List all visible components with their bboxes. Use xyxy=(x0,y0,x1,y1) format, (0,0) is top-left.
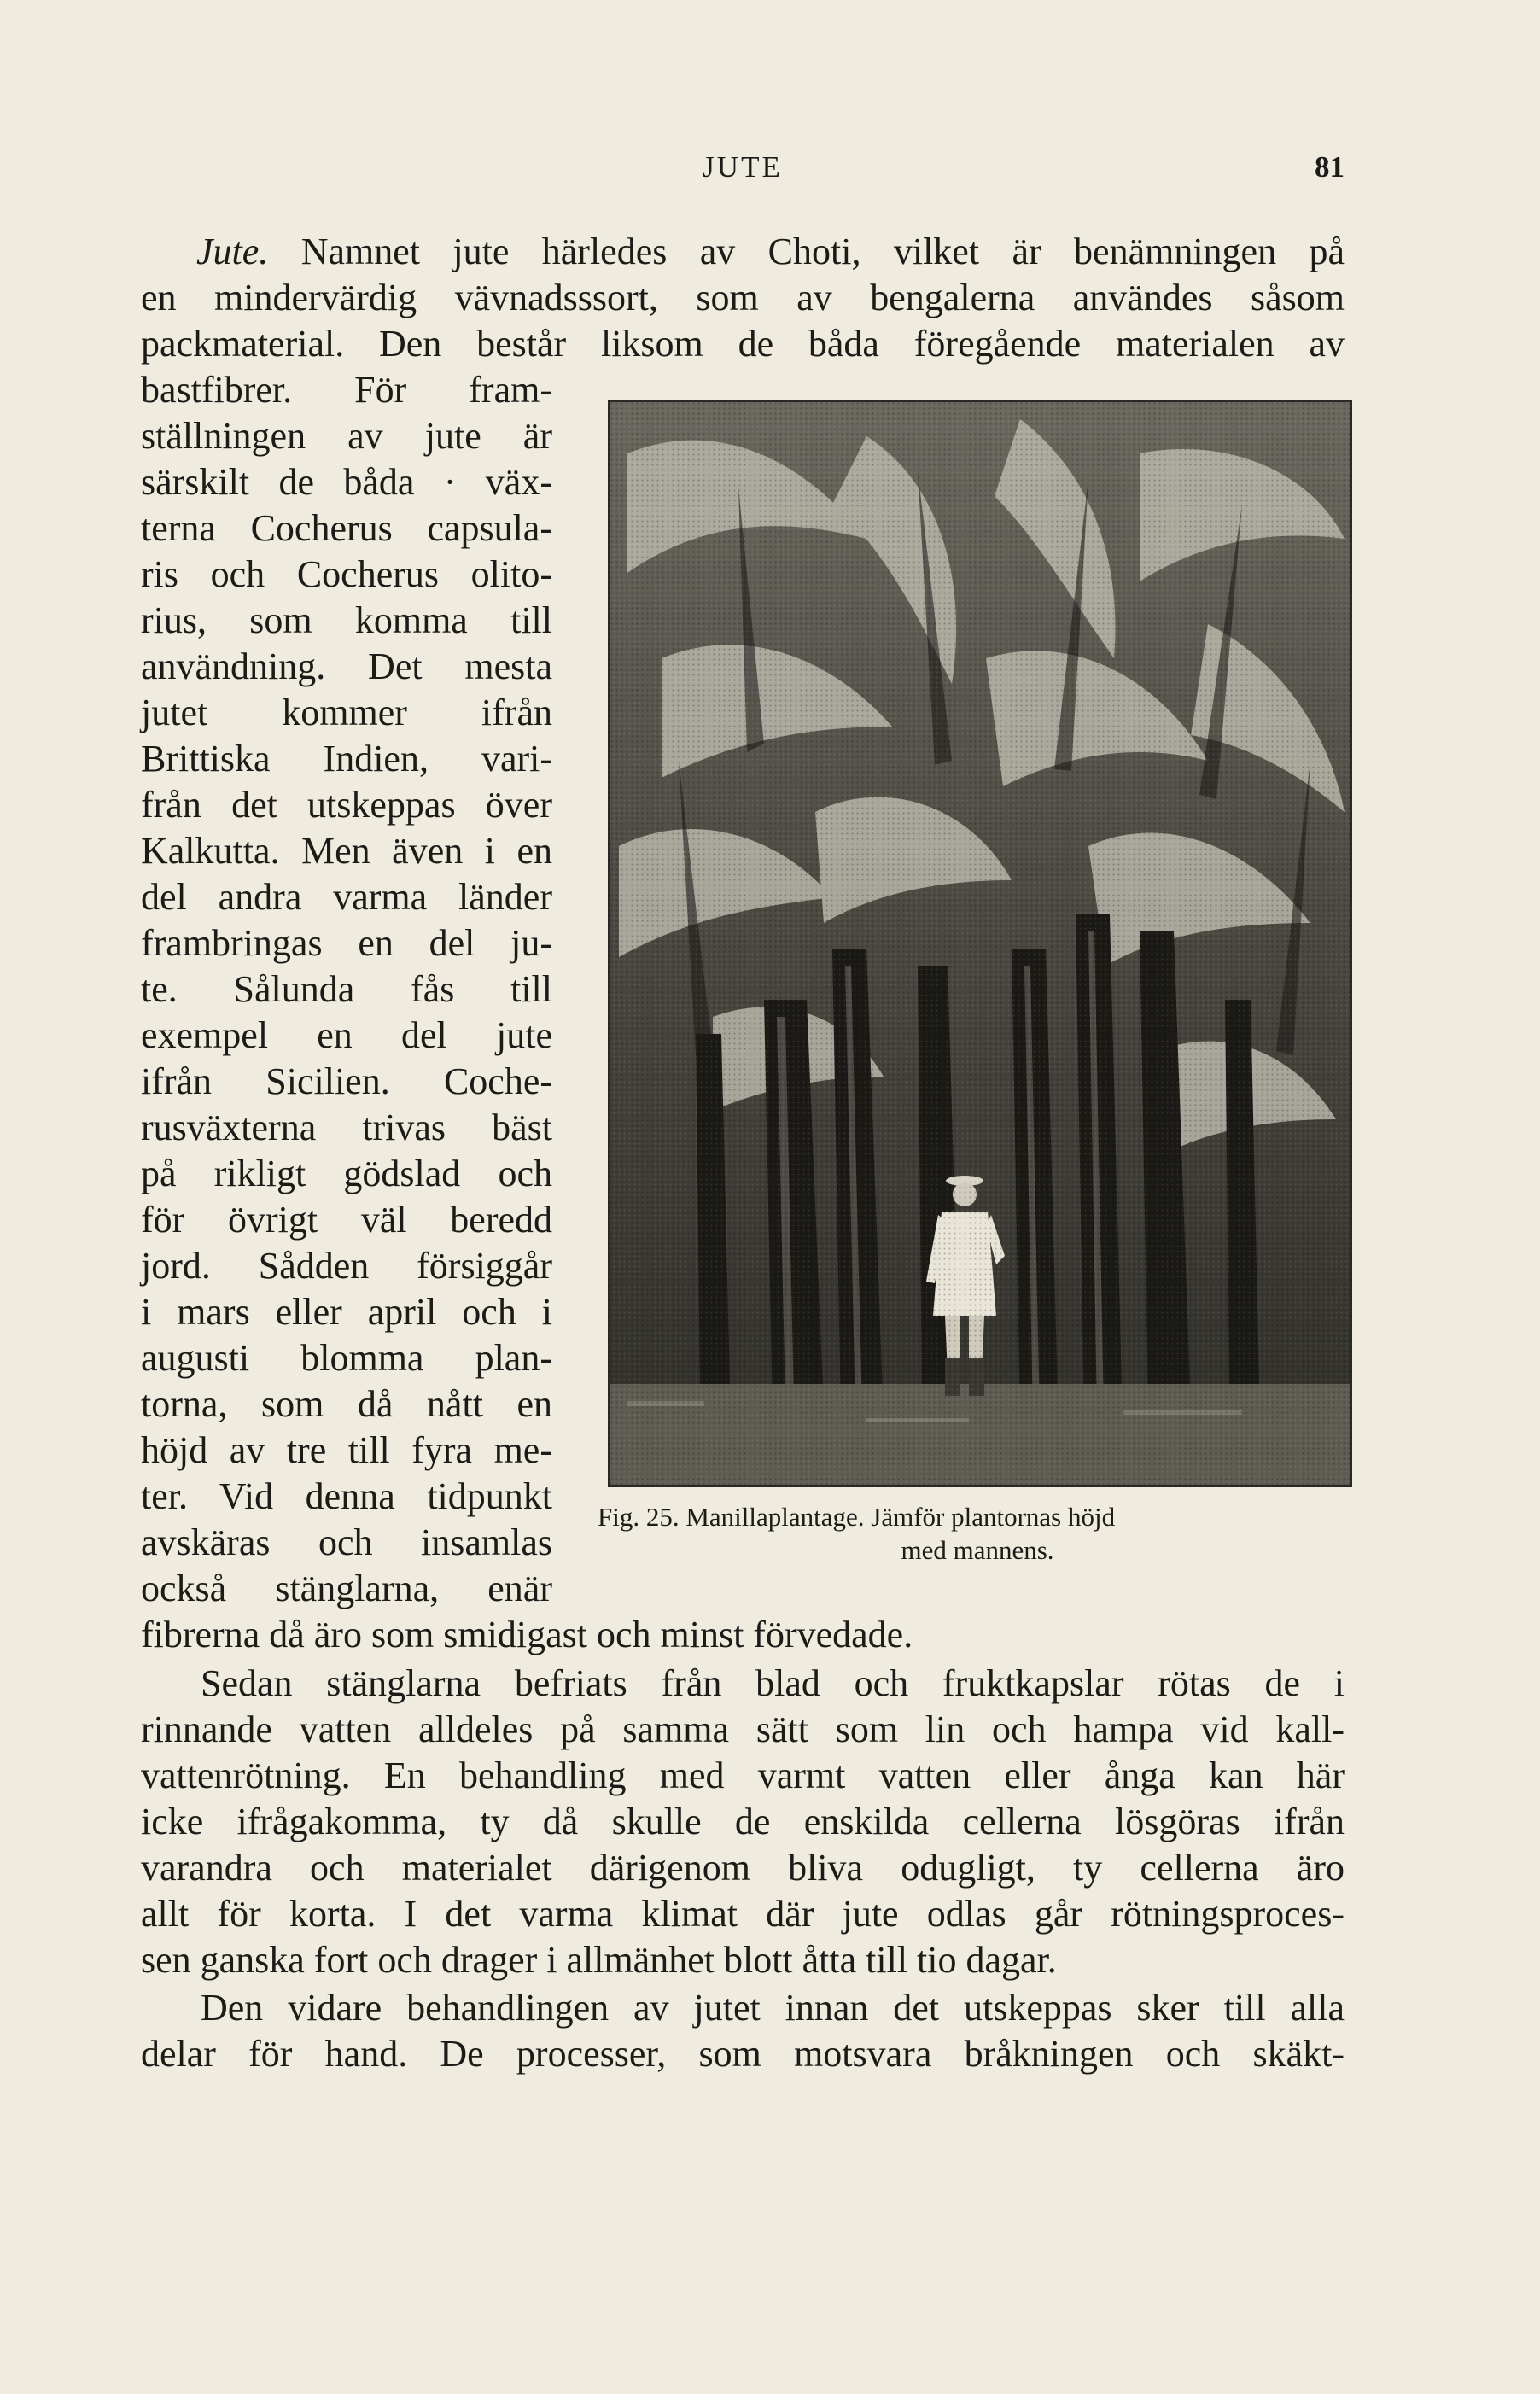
text-line: Jute. Namnet jute härledes av Choti, vilket är benämningen på xyxy=(196,231,1345,272)
text-line: jutet kommer ifrån xyxy=(141,692,552,733)
text-line: rusväxterna trivas bäst xyxy=(141,1106,552,1148)
text-line: särskilt de båda · väx- xyxy=(141,461,552,503)
run-in-heading: Jute. xyxy=(196,231,269,272)
text-line: allt för korta. I det varma klimat där jute odlas går rötningsproces- xyxy=(141,1893,1345,1935)
caption-line: Fig. 25. Manillaplantage. Jämför plantornas höjd xyxy=(598,1502,1116,1532)
text-line: delar för hand. De processer, som motsvara bråkningen och skäkt- xyxy=(141,2033,1345,2075)
text-line: fibrerna då äro som smidigast och minst förvedade. xyxy=(141,1614,913,1655)
text-line: höjd av tre till fyra me- xyxy=(141,1429,552,1471)
running-head xyxy=(141,145,1345,188)
text-line: te. Sålunda fås till xyxy=(141,968,552,1010)
text-line: vattenrötning. En behandling med varmt vatten eller ånga kan här xyxy=(141,1755,1345,1796)
text-line: terna Cocherus capsula- xyxy=(141,507,552,549)
figure-caption xyxy=(598,1500,1357,1567)
text-line: Den vidare behandlingen av jutet innan det utskeppas sker till alla xyxy=(201,1987,1345,2029)
text-line: bastfibrer. För fram- xyxy=(141,369,552,411)
caption-line: med mannens. xyxy=(901,1535,1054,1565)
text-line: i mars eller april och i xyxy=(141,1291,552,1333)
text-line: torna, som då nått en xyxy=(141,1383,552,1425)
plantation-photo xyxy=(608,400,1352,1487)
text-line: varandra och materialet därigenom bliva odugligt, ty cellerna äro xyxy=(141,1847,1345,1889)
text-line: på rikligt gödslad och xyxy=(141,1153,552,1194)
text-line: ifrån Sicilien. Coche- xyxy=(141,1060,552,1102)
text-line: del andra varma länder xyxy=(141,876,552,918)
text-line: exempel en del jute xyxy=(141,1014,552,1056)
text-line: från det utskeppas över xyxy=(141,784,552,826)
running-title: JUTE xyxy=(703,150,783,184)
text-line: rinnande vatten alldeles på samma sätt som lin och hampa vid kall- xyxy=(141,1708,1345,1750)
text-line: packmaterial. Den består liksom de båda föregående materialen av xyxy=(141,323,1345,365)
text-line: Sedan stänglarna befriats från blad och fruktkapslar rötas de i xyxy=(201,1662,1345,1704)
text-line: också stänglarna, enär xyxy=(141,1568,552,1609)
text-line: rius, som komma till xyxy=(141,599,552,641)
page-number: 81 xyxy=(1315,150,1345,184)
text-line: augusti blomma plan- xyxy=(141,1337,552,1379)
text-line: jord. Sådden försiggår xyxy=(141,1245,552,1287)
text-line: Kalkutta. Men även i en xyxy=(141,830,552,872)
text-line: sen ganska fort och drager i allmänhet blott åtta till tio dagar. xyxy=(141,1939,1057,1981)
text-line: frambringas en del ju- xyxy=(141,922,552,964)
text-line: för övrigt väl beredd xyxy=(141,1199,552,1241)
text-line: Brittiska Indien, vari- xyxy=(141,738,552,780)
text-line: en mindervärdig vävnadsssort, som av bengalerna användes såsom xyxy=(141,277,1345,318)
text-line: icke ifrågakomma, ty då skulle de enskilda cellerna lösgöras ifrån xyxy=(141,1801,1345,1842)
text-line: användning. Det mesta xyxy=(141,645,552,687)
text-line: ställningen av jute är xyxy=(141,415,552,457)
plantation-illustration xyxy=(610,402,1350,1485)
text-line: ter. Vid denna tidpunkt xyxy=(141,1475,552,1517)
text-line: avskäras och insamlas xyxy=(141,1521,552,1563)
text-line: ris och Cocherus olito- xyxy=(141,553,552,595)
